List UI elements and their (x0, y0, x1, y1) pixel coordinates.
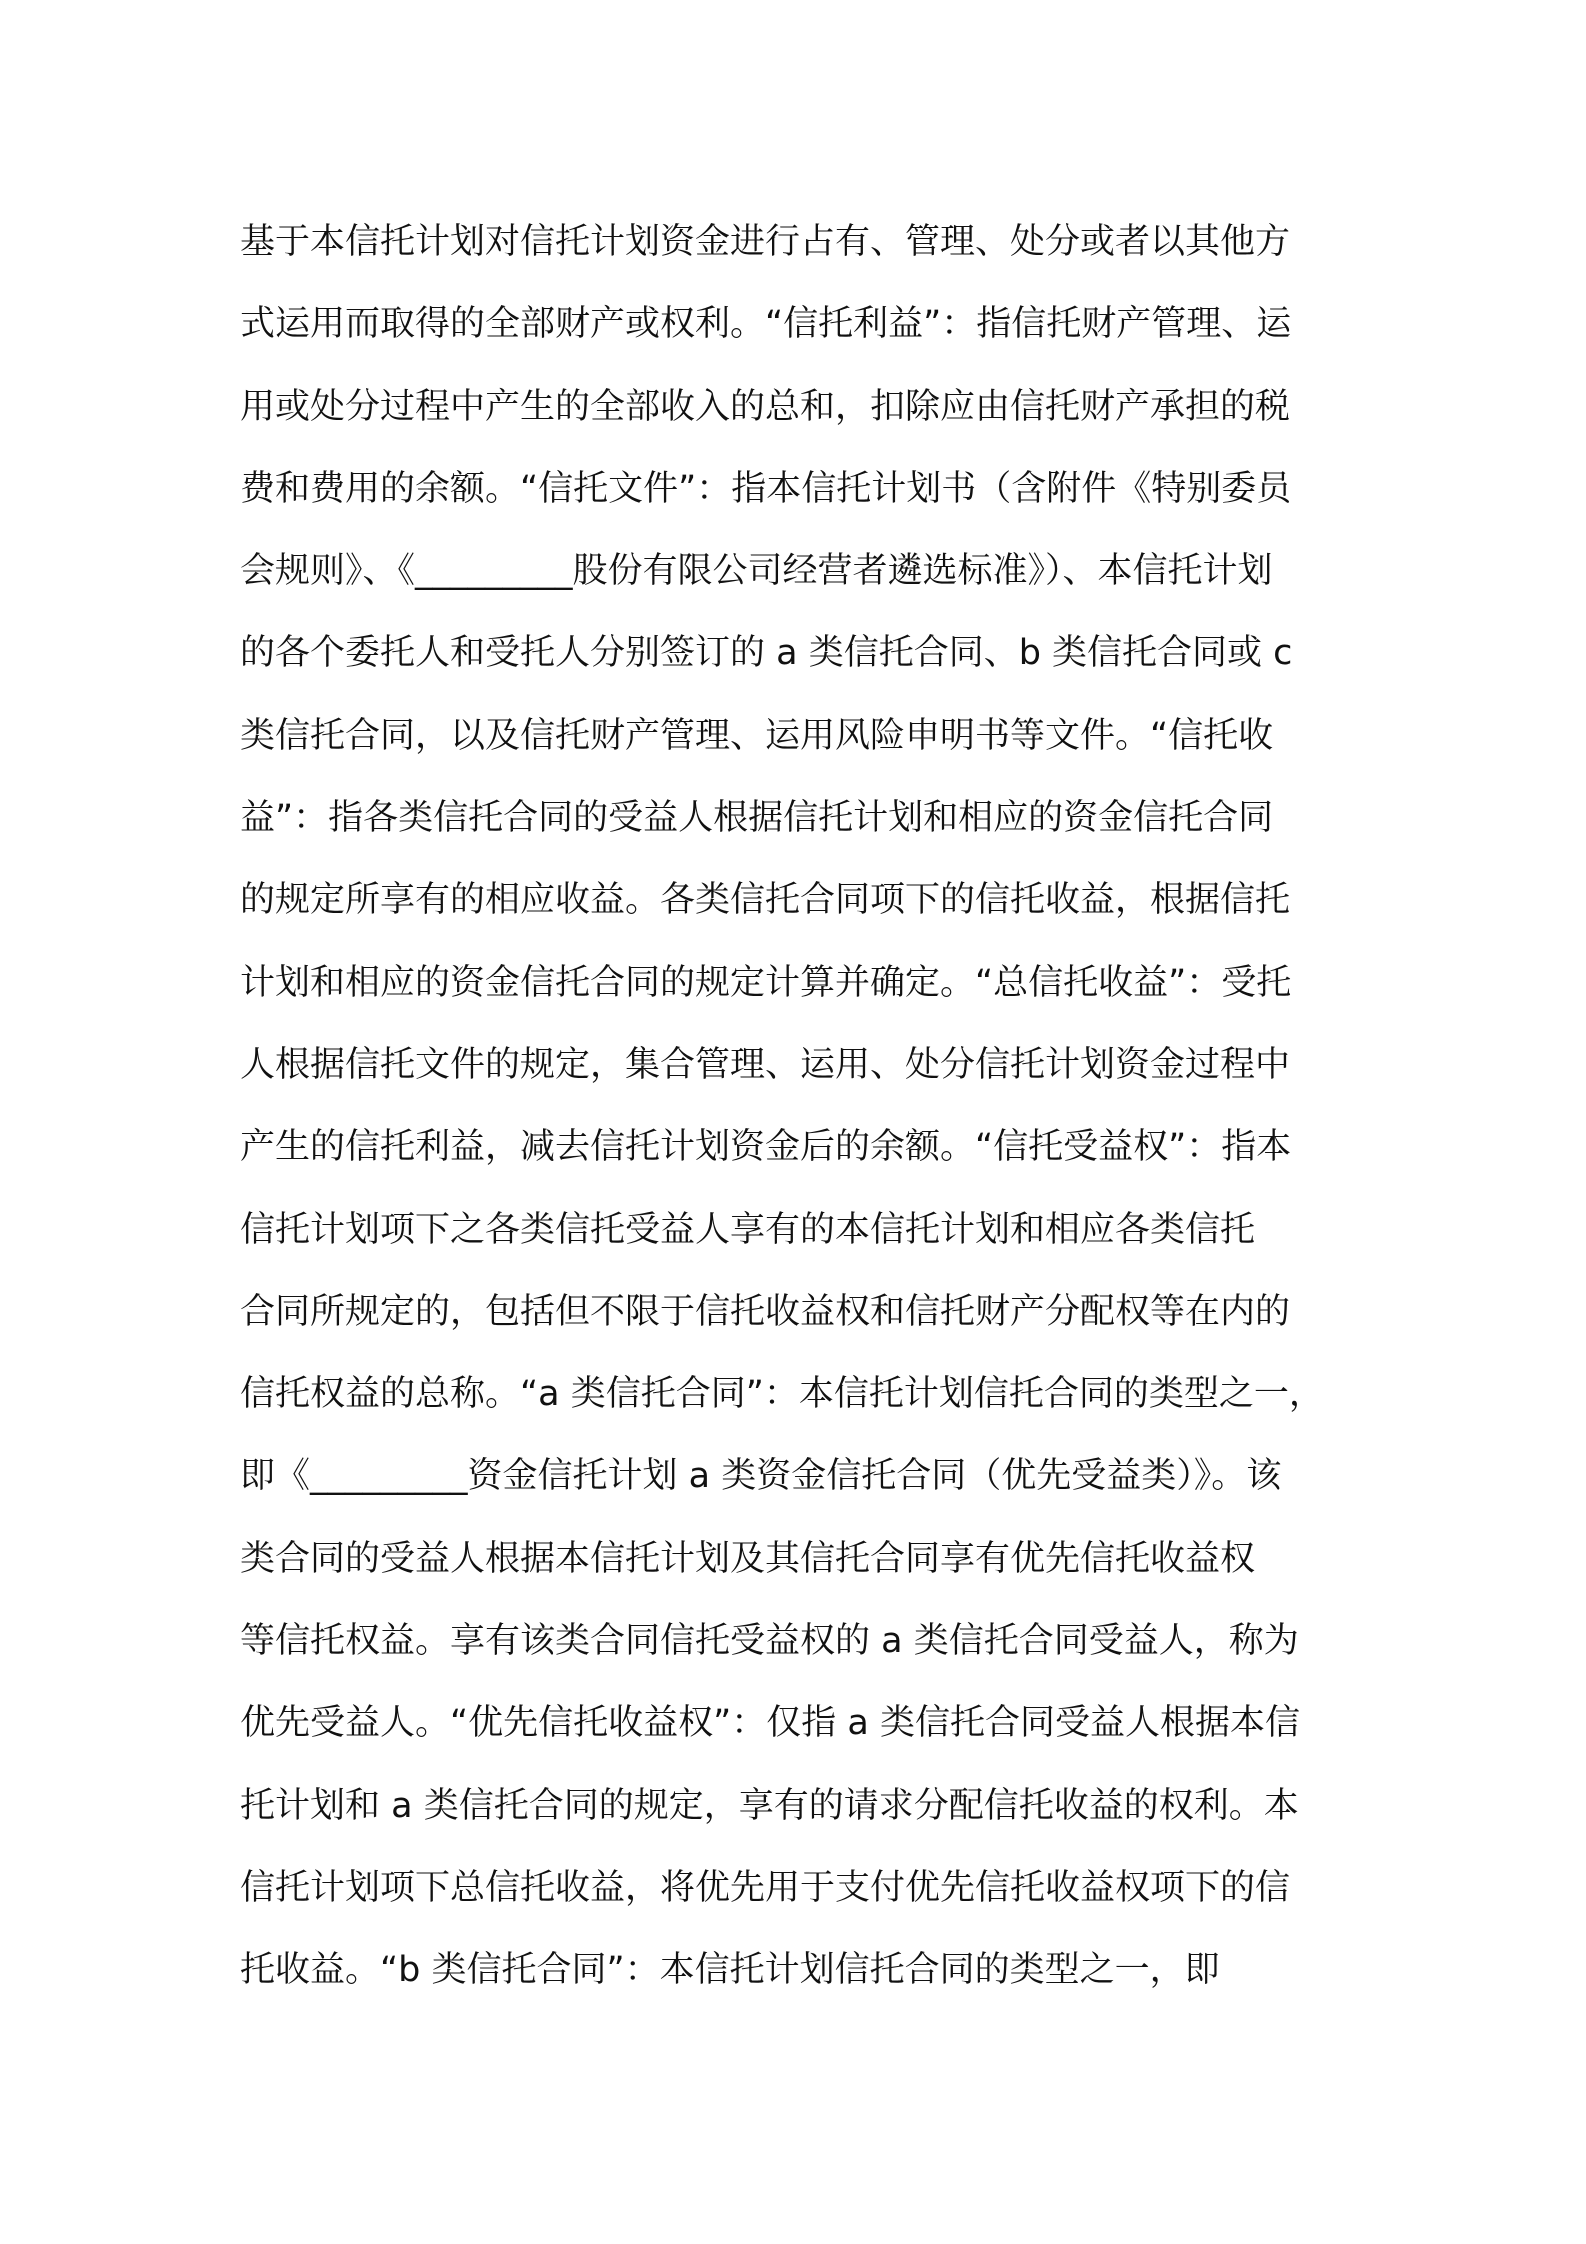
text-line: 人根据信托文件的规定，集合管理、运用、处分信托计划资金过程中 (240, 1044, 1291, 1085)
text-line: 优先受益人。“优先信托收益权”：仅指 a 类信托合同受益人根据本信 (240, 1703, 1300, 1744)
text-line: 的各个委托人和受托人分别签订的 a 类信托合同、b 类信托合同或 c (240, 633, 1293, 674)
text-line: 的规定所享有的相应收益。各类信托合同项下的信托收益，根据信托 (240, 880, 1291, 921)
text-line: 式运用而取得的全部财产或权利。“信托利益”：指信托财产管理、运 (240, 304, 1292, 345)
text-line: 费和费用的余额。“信托文件”：指本信托计划书（含附件《特别委员 (240, 468, 1292, 509)
text-line: 类合同的受益人根据本信托计划及其信托合同享有优先信托收益权 (240, 1538, 1256, 1579)
text-line: 用或处分过程中产生的全部收入的总和，扣除应由信托财产承担的税 (240, 386, 1291, 427)
text-line: 会规则》、《_________股份有限公司经营者遴选标准》）、本信托计划 (240, 551, 1273, 592)
text-line: 即《_________资金信托计划 a 类资金信托合同（优先受益类）》。该 (240, 1456, 1282, 1497)
document-body (240, 201, 1360, 2012)
text-line: 合同所规定的，包括但不限于信托收益权和信托财产分配权等在内的 (240, 1291, 1291, 1332)
text-line: 等信托权益。享有该类合同信托受益权的 a 类信托合同受益人，称为 (240, 1621, 1299, 1662)
text-line: 益”：指各类信托合同的受益人根据信托计划和相应的资金信托合同 (240, 798, 1274, 839)
text-line: 基于本信托计划对信托计划资金进行占有、管理、处分或者以其他方 (240, 222, 1291, 262)
text-line: 信托权益的总称。“a 类信托合同”：本信托计划信托合同的类型之一， (240, 1374, 1324, 1415)
text-line: 托收益。“b 类信托合同”：本信托计划信托合同的类型之一，即 (240, 1950, 1220, 1991)
text-line: 信托计划项下总信托收益，将优先用于支付优先信托收益权项下的信 (240, 1867, 1291, 1908)
text-line: 类信托合同，以及信托财产管理、运用风险申明书等文件。“信托收 (240, 715, 1274, 756)
text-line: 产生的信托利益，减去信托计划资金后的余额。“信托受益权”：指本 (240, 1127, 1292, 1168)
text-line: 信托计划项下之各类信托受益人享有的本信托计划和相应各类信托 (240, 1209, 1256, 1250)
text-line: 托计划和 a 类信托合同的规定，享有的请求分配信托收益的权利。本 (240, 1785, 1299, 1826)
text-line: 计划和相应的资金信托合同的规定计算并确定。“总信托收益”：受托 (240, 962, 1292, 1003)
